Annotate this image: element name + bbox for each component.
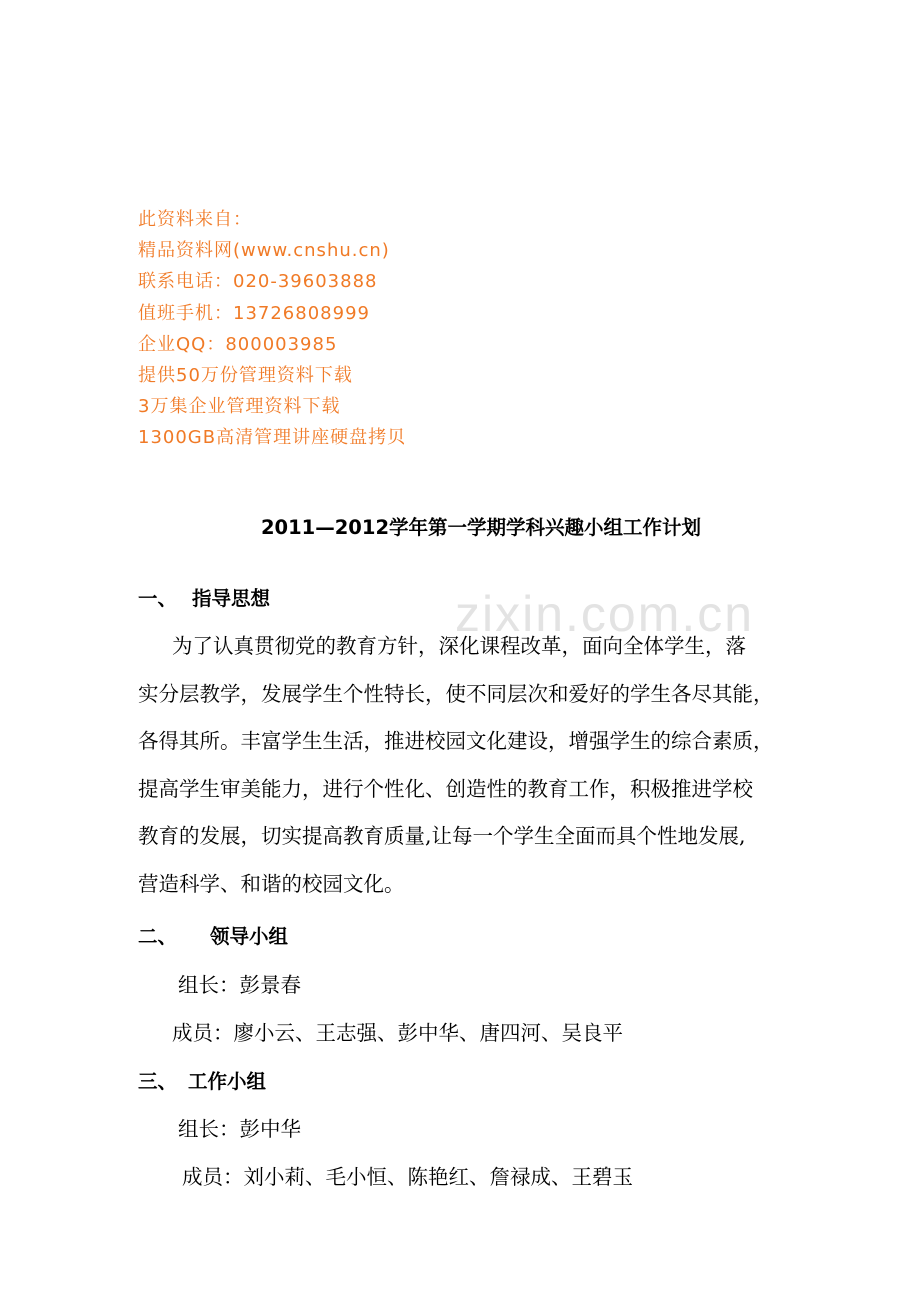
paragraph-line: 各得其所。丰富学生生活，推进校园文化建设，增强学生的综合素质， [138, 729, 774, 753]
source-line: 精品资料网(www.cnshu.cn) [138, 240, 390, 262]
section-number: 二、 [138, 925, 178, 948]
section-number: 一、 [138, 587, 178, 610]
guiding-ideology-paragraph [138, 626, 788, 911]
source-line: 提供50万份管理资料下载 [138, 365, 353, 387]
paragraph-line: 为了认真贯彻党的教育方针，深化课程改革，面向全体学生，落 [172, 634, 746, 658]
section-title: 工作小组 [188, 1070, 267, 1093]
source-line: 1300GB高清管理讲座硬盘拷贝 [138, 427, 407, 449]
source-info-block [138, 204, 406, 454]
watermark: zixin.com.cn [455, 586, 755, 642]
working-group-members: 成员：刘小莉、毛小恒、陈艳红、詹禄成、王碧玉 [182, 1165, 633, 1189]
section-heading-working-group [138, 1066, 266, 1094]
source-line: 此资料来自： [138, 209, 252, 230]
paragraph-line: 实分层教学，发展学生个性特长，使不同层次和爱好的学生各尽其能， [138, 681, 774, 706]
section-title: 指导思想 [192, 587, 271, 610]
section-heading-guiding-ideology [138, 583, 270, 611]
section-number: 三、 [138, 1070, 178, 1093]
paragraph-line: 提高学生审美能力，进行个性化、创造性的教育工作，积极推进学校 [138, 776, 753, 801]
source-line: 联系电话：020-39603888 [138, 271, 378, 293]
paragraph-line: 营造科学、和谐的校园文化。 [138, 871, 405, 896]
leadership-group-leader: 组长：彭景春 [178, 973, 301, 997]
source-line: 值班手机：13726808999 [138, 302, 370, 324]
document-title: 2011—2012学年第一学期学科兴趣小组工作计划 [260, 516, 702, 539]
source-line: 3万集企业管理资料下载 [138, 396, 341, 418]
source-line: 企业QQ：800003985 [138, 333, 338, 355]
section-title: 领导小组 [210, 925, 289, 948]
paragraph-line: 教育的发展，切实提高教育质量,让每一个学生全面而具个性地发展, [138, 824, 746, 848]
leadership-group-members: 成员：廖小云、王志强、彭中华、唐四河、吴良平 [172, 1021, 623, 1045]
working-group-leader: 组长：彭中华 [178, 1117, 301, 1141]
section-heading-leadership-group [138, 921, 288, 949]
